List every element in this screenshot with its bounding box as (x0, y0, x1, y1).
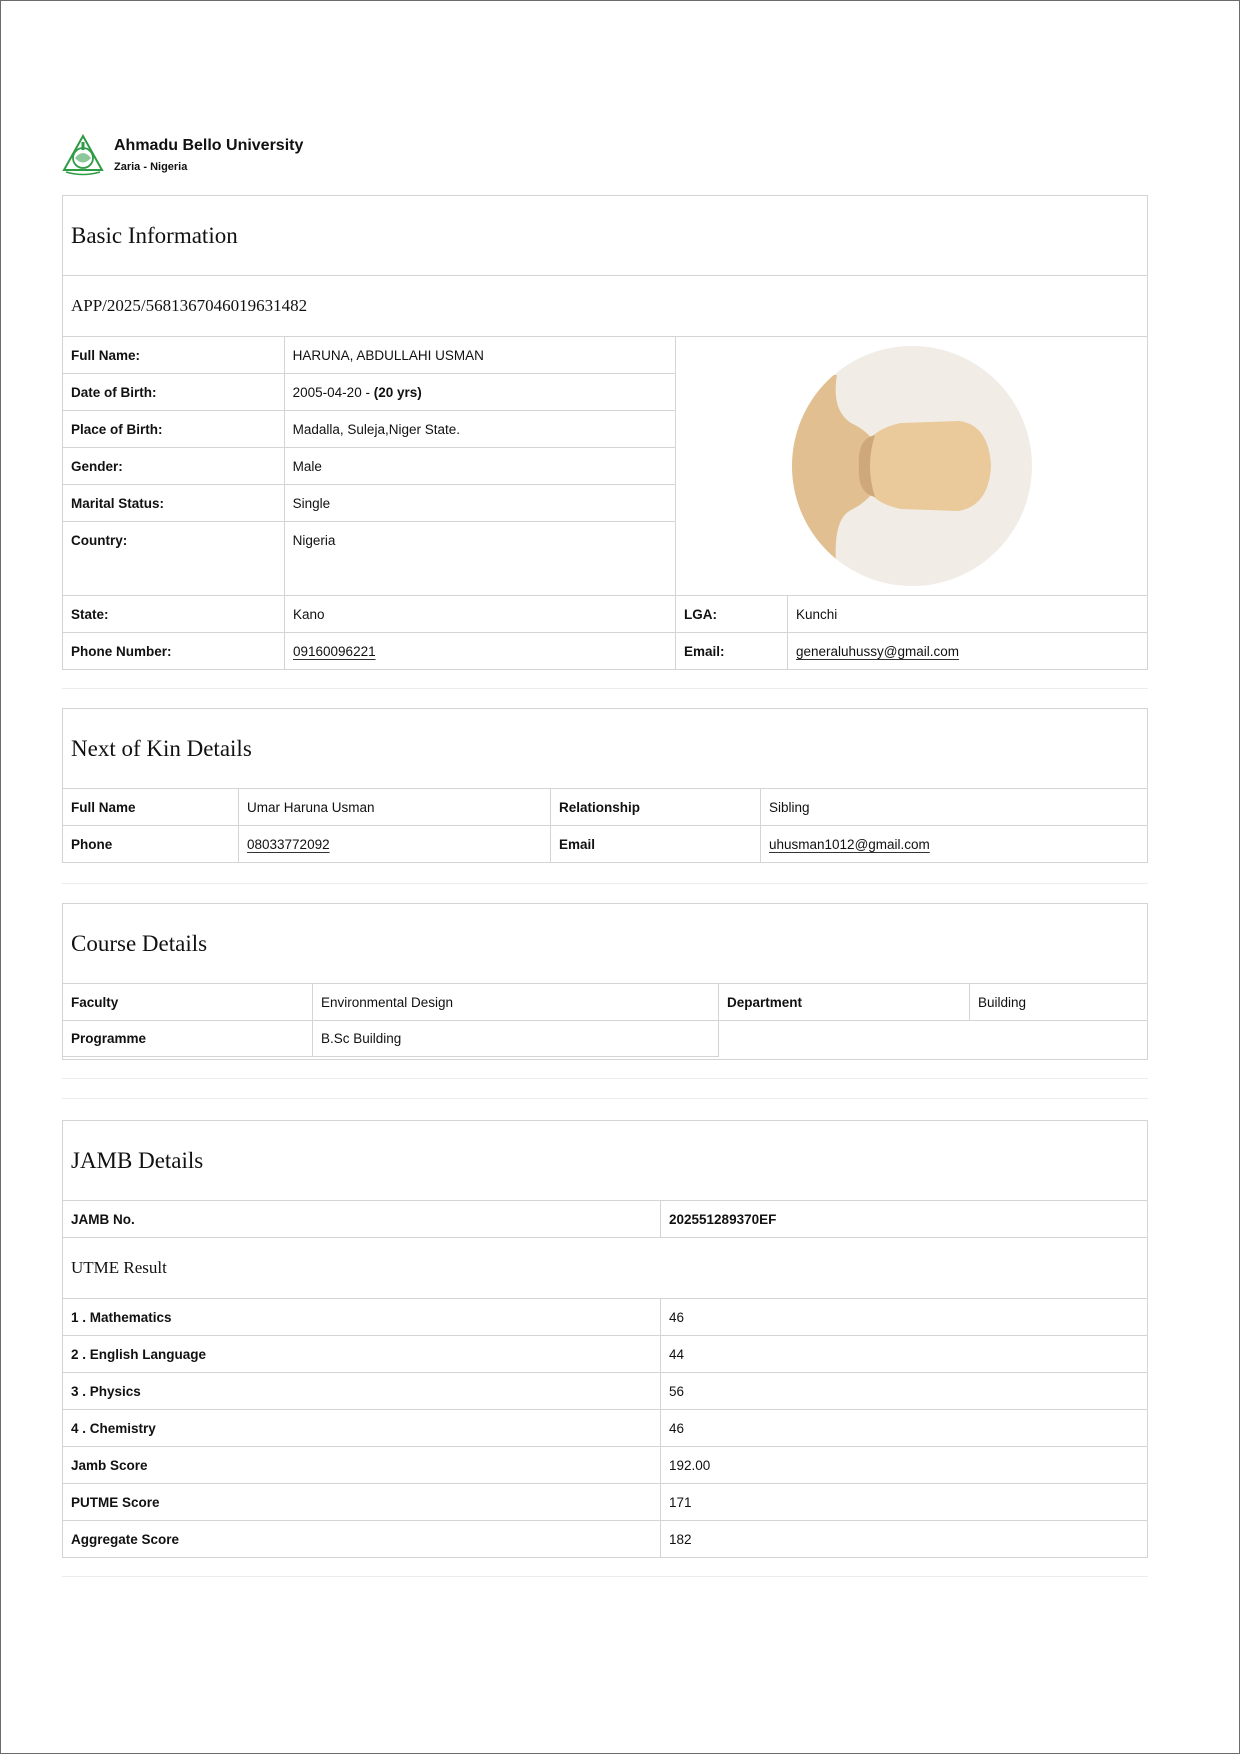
university-name: Ahmadu Bello University (114, 136, 304, 154)
field-value: Kunchi (796, 606, 838, 622)
kin-email-link[interactable]: uhusman1012@gmail.com (769, 836, 930, 852)
field-value: Kano (285, 596, 676, 632)
field-label: JAMB No. (63, 1201, 661, 1237)
basic-information-section (62, 195, 1148, 670)
utme-row (63, 1521, 1147, 1557)
header (62, 133, 303, 177)
age-value: (20 yrs) (373, 384, 422, 400)
field-value: Single (292, 495, 331, 511)
subject-label: 1 . Mathematics (63, 1299, 661, 1335)
field-label: Faculty (63, 984, 313, 1020)
divider (62, 1576, 1148, 1577)
field-value (285, 633, 676, 669)
course-details-section (62, 903, 1148, 1060)
avatar (791, 345, 1033, 587)
info-row-gender (63, 448, 675, 485)
subject-label: 3 . Physics (63, 1373, 661, 1409)
field-value: Male (292, 458, 322, 474)
field-label: Gender: (63, 448, 285, 484)
jamb-number-row (63, 1201, 1147, 1238)
utme-row (63, 1410, 1147, 1447)
phone-link[interactable]: 09160096221 (293, 643, 376, 659)
score-value: 46 (669, 1420, 685, 1436)
university-logo-icon (62, 134, 104, 176)
email-link[interactable]: generaluhussy@gmail.com (796, 643, 960, 659)
application-number: APP/2025/5681367046019631482 (63, 276, 1147, 337)
utme-row (63, 1299, 1147, 1336)
field-value (761, 826, 1147, 862)
kin-row-contact (63, 826, 1147, 862)
subject-label: Jamb Score (63, 1447, 661, 1483)
subject-label: 2 . English Language (63, 1336, 661, 1372)
jamb-details-section (62, 1120, 1148, 1558)
field-label: Full Name: (63, 337, 285, 373)
field-value (239, 826, 551, 862)
field-label: Phone Number: (63, 633, 285, 669)
utme-result-table (63, 1299, 1147, 1557)
jamb-number: 202551289370EF (669, 1211, 777, 1227)
field-label: Programme (63, 1021, 313, 1056)
field-label: Country: (63, 522, 285, 595)
utme-row (63, 1336, 1147, 1373)
info-row-marital-status (63, 485, 675, 522)
field-label: Full Name (63, 789, 239, 825)
info-row-dob (63, 374, 675, 411)
field-label: Marital Status: (63, 485, 285, 521)
score-value: 46 (669, 1309, 685, 1325)
field-label: Email (551, 826, 761, 862)
field-label: Email: (676, 633, 788, 669)
score-value: 44 (669, 1346, 685, 1362)
divider (62, 688, 1148, 689)
field-label: Date of Birth: (63, 374, 285, 410)
subject-label: PUTME Score (63, 1484, 661, 1520)
field-value: Sibling (769, 799, 810, 815)
utme-result-heading: UTME Result (63, 1238, 1147, 1299)
score-value: 192.00 (669, 1457, 711, 1473)
field-value: Environmental Design (313, 984, 719, 1020)
info-row-country (63, 522, 675, 595)
divider (62, 1078, 1148, 1079)
utme-row (63, 1447, 1147, 1484)
info-row-place-of-birth (63, 411, 675, 448)
field-value: Nigeria (292, 533, 336, 548)
field-label: Place of Birth: (63, 411, 285, 447)
section-title: JAMB Details (63, 1121, 1147, 1201)
utme-row (63, 1373, 1147, 1410)
info-row-full-name (63, 337, 675, 374)
field-label: Relationship (551, 789, 761, 825)
divider (62, 883, 1148, 884)
score-value: 56 (669, 1383, 685, 1399)
utme-row (63, 1484, 1147, 1521)
section-title: Basic Information (63, 196, 1147, 276)
section-title: Next of Kin Details (63, 709, 1147, 789)
next-of-kin-section (62, 708, 1148, 863)
field-value: Umar Haruna Usman (239, 789, 551, 825)
field-value: Madalla, Suleja,Niger State. (292, 421, 460, 437)
course-row-faculty (63, 984, 1147, 1021)
subject-label: Aggregate Score (63, 1521, 661, 1557)
info-row-state-lga (63, 596, 1147, 633)
field-value: B.Sc Building (321, 1031, 402, 1046)
kin-phone-link[interactable]: 08033772092 (247, 836, 330, 852)
passport-photo (676, 337, 1147, 595)
field-label: State: (63, 596, 285, 632)
dob-value: 2005-04-20 - (292, 384, 374, 400)
university-location: Zaria - Nigeria (114, 160, 188, 173)
field-label: Phone (63, 826, 239, 862)
field-value (788, 633, 1147, 669)
score-value: 171 (669, 1494, 692, 1510)
field-label: Department (719, 984, 970, 1020)
field-label: LGA: (676, 596, 788, 632)
score-value: 182 (669, 1531, 692, 1547)
section-title: Course Details (63, 904, 1147, 984)
field-value: Building (978, 994, 1027, 1010)
divider (62, 1098, 1148, 1099)
info-row-phone-email (63, 633, 1147, 669)
field-value: HARUNA, ABDULLAHI USMAN (292, 347, 484, 363)
kin-row-name (63, 789, 1147, 826)
subject-label: 4 . Chemistry (63, 1410, 661, 1446)
course-row-programme (63, 1021, 719, 1057)
field-value (285, 374, 675, 410)
